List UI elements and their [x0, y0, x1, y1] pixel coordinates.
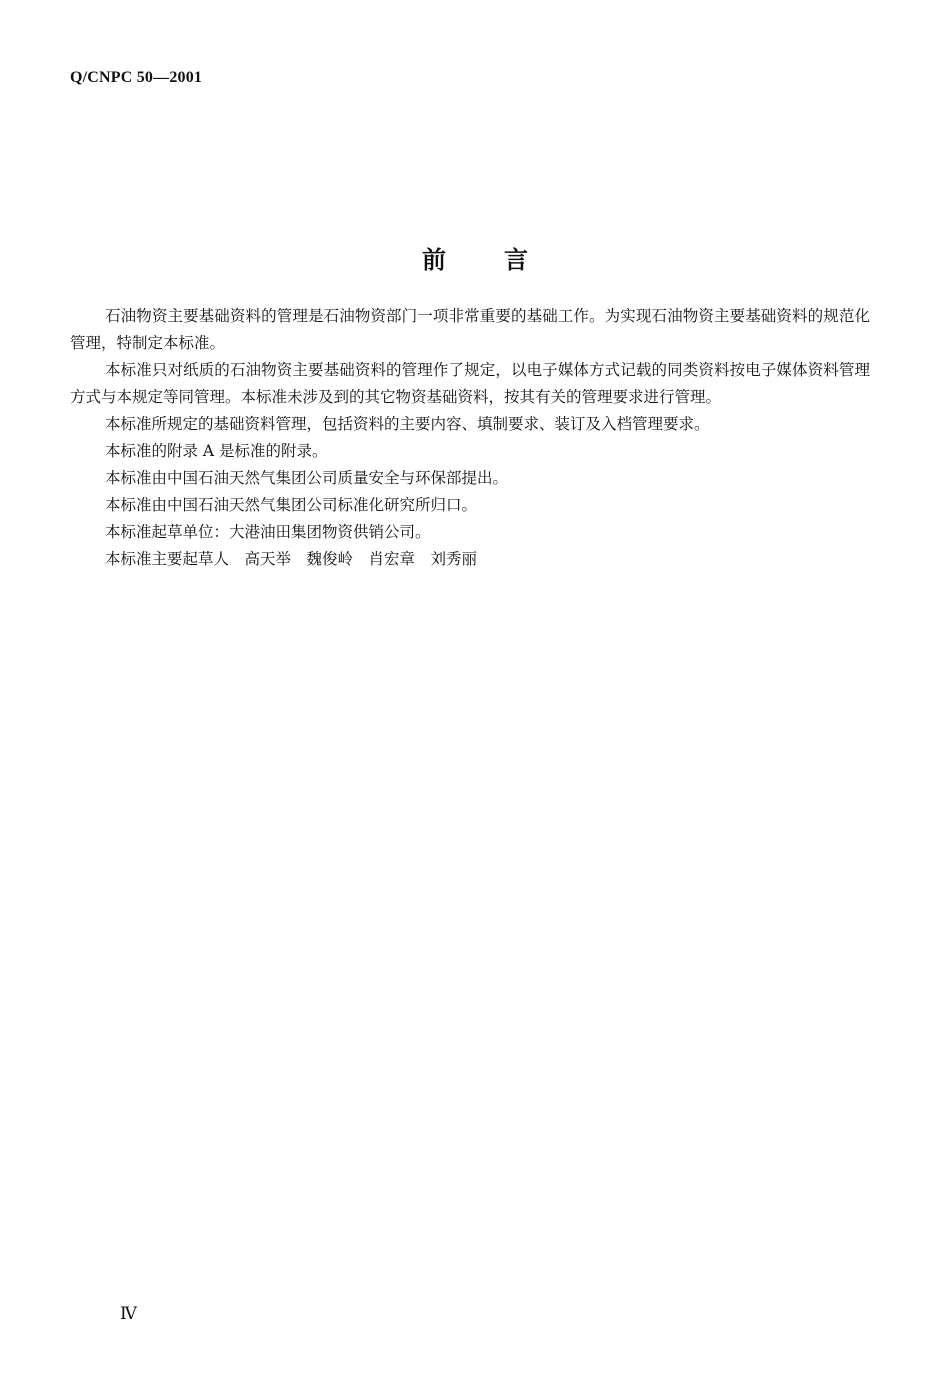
title-part-2: 言 — [504, 246, 528, 274]
foreword-body — [70, 303, 870, 573]
paragraph: 本标准起草单位：大港油田集团物资供销公司。 — [105, 523, 431, 541]
paragraph: 本标准只对纸质的石油物资主要基础资料的管理作了规定，以电子媒体方式记载的同类资料按电子媒体资料管理方式与本规定等同管理。本标准未涉及到的其它物资基础资料，按其有关的管理要求进行管理。 — [70, 361, 870, 406]
paragraph: 石油物资主要基础资料的管理是石油物资部门一项非常重要的基础工作。为实现石油物资主要基础资料的规范化管理，特制定本标准。 — [70, 307, 870, 352]
paragraph: 本标准的附录 A 是标准的附录。 — [105, 442, 328, 460]
page-title — [0, 244, 950, 276]
title-part-1: 前 — [422, 246, 446, 274]
standard-code: Q/CNPC 50—2001 — [70, 69, 203, 86]
paragraph: 本标准由中国石油天然气集团公司标准化研究所归口。 — [105, 496, 478, 514]
paragraph: 本标准所规定的基础资料管理，包括资料的主要内容、填制要求、装订及入档管理要求。 — [105, 415, 710, 433]
paragraph: 本标准主要起草人 高天举 魏俊岭 肖宏章 刘秀丽 — [105, 550, 478, 568]
paragraph: 本标准由中国石油天然气集团公司质量安全与环保部提出。 — [105, 469, 509, 487]
page-number: Ⅳ — [120, 1304, 137, 1323]
